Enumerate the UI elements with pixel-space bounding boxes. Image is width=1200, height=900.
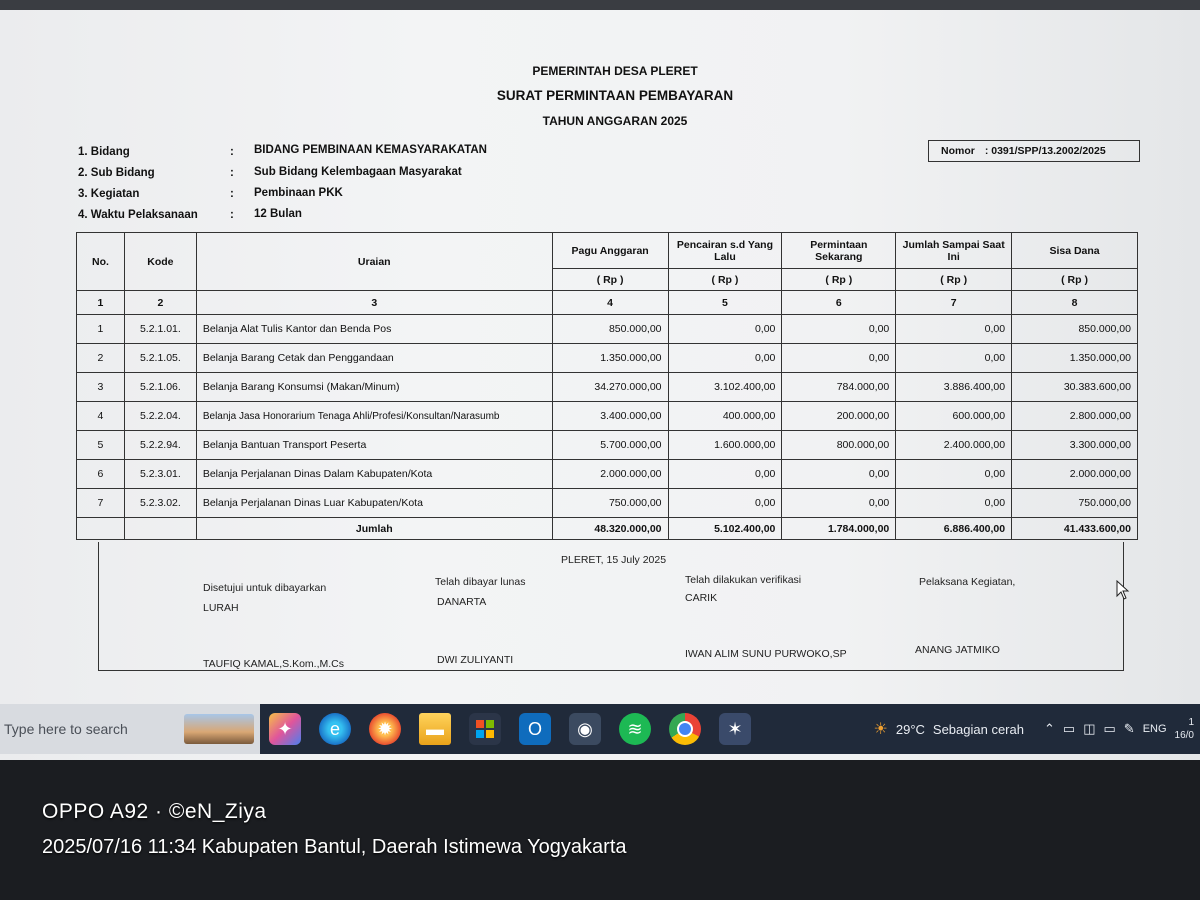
cell-pagu: 3.400.000,00 <box>552 402 668 431</box>
cell-kode: 5.2.2.04. <box>124 402 196 431</box>
sig-role-danarta: DANARTA <box>437 596 487 608</box>
cell-pagu: 1.350.000,00 <box>552 344 668 373</box>
col-number: 2 <box>124 291 196 315</box>
doc-title-main: SURAT PERMINTAAN PEMBAYARAN <box>496 88 734 103</box>
screen-bezel <box>0 0 1200 10</box>
sig-role-carik: CARIK <box>685 592 718 604</box>
doc-title-year: TAHUN ANGGARAN 2025 <box>542 114 688 128</box>
col-header-uraian: Uraian <box>196 233 552 291</box>
network-icon[interactable]: ▭ <box>1062 721 1076 736</box>
cell-no: 2 <box>77 344 125 373</box>
table-row <box>77 402 1138 431</box>
meta-value-bidang: BIDANG PEMBINAAN KEMASYARAKATAN <box>254 144 487 156</box>
pen-icon[interactable]: ✎ <box>1123 721 1135 736</box>
cell-sisa: 2.800.000,00 <box>1012 402 1138 431</box>
cell-uraian: Belanja Jasa Honorarium Tenaga Ahli/Profesi/Konsultan/Narasumb <box>196 402 552 431</box>
col-header-no: No. <box>77 233 125 291</box>
cell-kode: 5.2.1.06. <box>124 373 196 402</box>
total-sekarang: 1.784.000,00 <box>782 518 896 540</box>
col-number: 6 <box>782 291 896 315</box>
watermark-device: OPPO A92 · ©eN_Ziya <box>42 800 267 823</box>
total-sisa: 41.433.600,00 <box>1012 518 1138 540</box>
cell-sisa: 750.000,00 <box>1012 489 1138 518</box>
col-number: 5 <box>668 291 782 315</box>
firefox-icon[interactable]: ✹ <box>369 713 401 745</box>
cell-sisa: 850.000,00 <box>1012 315 1138 344</box>
sig-role-lurah: LURAH <box>203 602 239 614</box>
file-explorer-icon[interactable]: ▬ <box>419 713 451 745</box>
col-number: 3 <box>196 291 552 315</box>
copilot-icon[interactable]: ✦ <box>269 713 301 745</box>
cell-pagu: 34.270.000,00 <box>552 373 668 402</box>
total-label: Jumlah <box>196 518 552 540</box>
nomor-label: Nomor <box>941 145 975 157</box>
search-placeholder: Type here to search <box>4 721 128 737</box>
col-header-jumlah: Jumlah Sampai Saat Ini <box>896 233 1012 269</box>
cell-uraian: Belanja Bantuan Transport Peserta <box>196 431 552 460</box>
clock-date: 16/0 <box>1174 730 1194 741</box>
cell-sekarang: 0,00 <box>782 489 896 518</box>
col-header-permintaan: Permintaan Sekarang <box>782 233 896 269</box>
sig-name-carik: IWAN ALIM SUNU PURWOKO,SP <box>685 648 847 660</box>
sig-name-pelaksana: ANANG JATMIKO <box>915 644 1000 656</box>
col-number: 7 <box>896 291 1012 315</box>
weather-temp[interactable]: 29°C <box>895 721 925 737</box>
cell-uraian: Belanja Barang Cetak dan Penggandaan <box>196 344 552 373</box>
cell-sekarang: 0,00 <box>782 460 896 489</box>
nomor-box <box>928 140 1140 162</box>
cell-jumlah: 2.400.000,00 <box>896 431 1012 460</box>
mouse-cursor-icon <box>1116 580 1130 600</box>
total-jumlah: 6.886.400,00 <box>896 518 1012 540</box>
outlook-icon[interactable]: O <box>519 713 551 745</box>
cell-sekarang: 0,00 <box>782 344 896 373</box>
photo-watermark <box>42 800 627 859</box>
cell-pagu: 2.000.000,00 <box>552 460 668 489</box>
signature-section <box>98 542 1124 671</box>
cell-jumlah: 3.886.400,00 <box>896 373 1012 402</box>
cell-kode: 5.2.3.01. <box>124 460 196 489</box>
cell-sekarang: 200.000,00 <box>782 402 896 431</box>
cell-sekarang: 0,00 <box>782 315 896 344</box>
search-highlight-image <box>184 714 254 744</box>
cell-lalu: 0,00 <box>668 315 782 344</box>
cell-lalu: 400.000,00 <box>668 402 782 431</box>
cell-sekarang: 784.000,00 <box>782 373 896 402</box>
meta-label-sub-bidang: 2. Sub Bidang <box>78 167 155 179</box>
meta-colon: : <box>230 167 234 179</box>
cell-kode: 5.2.3.02. <box>124 489 196 518</box>
unit-label: ( Rp ) <box>668 269 782 291</box>
cell-sisa: 30.383.600,00 <box>1012 373 1138 402</box>
cell-pagu: 5.700.000,00 <box>552 431 668 460</box>
total-pagu: 48.320.000,00 <box>552 518 668 540</box>
cell-no: 7 <box>77 489 125 518</box>
taskbar <box>0 704 1200 754</box>
cell-kode: 5.2.2.94. <box>124 431 196 460</box>
nomor-value: : 0391/SPP/13.2002/2025 <box>984 145 1106 157</box>
cell-jumlah: 0,00 <box>896 344 1012 373</box>
unit-label: ( Rp ) <box>782 269 896 291</box>
table-row <box>77 344 1138 373</box>
sig-caption-carik: Telah dilakukan verifikasi <box>685 574 802 586</box>
total-lalu: 5.102.400,00 <box>668 518 782 540</box>
cell-jumlah: 600.000,00 <box>896 402 1012 431</box>
sig-name-danarta: DWI ZULIYANTI <box>437 654 514 666</box>
cell-pagu: 750.000,00 <box>552 489 668 518</box>
cell-no: 6 <box>77 460 125 489</box>
store-icon[interactable] <box>469 713 501 745</box>
cell-empty <box>77 518 125 540</box>
cell-no: 5 <box>77 431 125 460</box>
col-number: 1 <box>77 291 125 315</box>
cell-uraian: Belanja Barang Konsumsi (Makan/Minum) <box>196 373 552 402</box>
cell-lalu: 0,00 <box>668 344 782 373</box>
doc-title-government: PEMERINTAH DESA PLERET <box>532 64 698 78</box>
place-date: PLERET, 15 July 2025 <box>561 554 667 566</box>
cell-sisa: 2.000.000,00 <box>1012 460 1138 489</box>
clock[interactable] <box>1175 716 1194 742</box>
sig-caption-danarta: Telah dibayar lunas <box>435 576 526 588</box>
meta-colon: : <box>230 188 234 200</box>
cell-empty <box>124 518 196 540</box>
meta-label-bidang: 1. Bidang <box>78 146 130 158</box>
system-tray <box>874 716 1200 742</box>
cell-lalu: 0,00 <box>668 460 782 489</box>
sig-caption-lurah: Disetujui untuk dibayarkan <box>203 582 327 594</box>
language-indicator[interactable]: ENG <box>1142 723 1167 735</box>
speaker-icon[interactable]: ◫ <box>1083 721 1096 736</box>
cell-jumlah: 0,00 <box>896 460 1012 489</box>
cell-kode: 5.2.1.05. <box>124 344 196 373</box>
cell-uraian: Belanja Perjalanan Dinas Dalam Kabupaten/Kota <box>196 460 552 489</box>
weather-icon[interactable]: ☀ <box>873 721 888 738</box>
cell-uraian: Belanja Perjalanan Dinas Luar Kabupaten/Kota <box>196 489 552 518</box>
cell-lalu: 3.102.400,00 <box>668 373 782 402</box>
weather-text[interactable]: Sebagian cerah <box>932 721 1024 737</box>
cell-kode: 5.2.1.01. <box>124 315 196 344</box>
edge-icon[interactable]: e <box>319 713 351 745</box>
cell-sisa: 1.350.000,00 <box>1012 344 1138 373</box>
battery-icon[interactable]: ▭ <box>1103 721 1116 736</box>
sig-name-lurah: TAUFIQ KAMAL,S.Kom.,M.Cs <box>203 658 344 670</box>
chrome-icon[interactable] <box>669 713 701 745</box>
spotify-icon[interactable]: ≋ <box>619 713 651 745</box>
spp-document <box>0 10 1200 702</box>
clock-time: 1 <box>1188 717 1194 728</box>
cell-lalu: 0,00 <box>668 489 782 518</box>
cell-sisa: 3.300.000,00 <box>1012 431 1138 460</box>
watermark-datetime-location: 2025/07/16 11:34 Kabupaten Bantul, Daerah Istimewa Yogyakarta <box>42 836 627 858</box>
cell-no: 1 <box>77 315 125 344</box>
spp-table <box>76 232 1138 540</box>
meta-value-kegiatan: Pembinaan PKK <box>254 187 343 199</box>
cell-no: 4 <box>77 402 125 431</box>
chevron-up-icon[interactable]: ⌃ <box>1043 721 1055 736</box>
meta-colon: : <box>230 146 234 158</box>
meta-value-waktu: 12 Bulan <box>254 208 302 220</box>
col-header-pencairan: Pencairan s.d Yang Lalu <box>668 233 782 269</box>
cell-lalu: 1.600.000,00 <box>668 431 782 460</box>
table-row <box>77 489 1138 518</box>
meta-colon: : <box>230 209 234 221</box>
table-row <box>77 460 1138 489</box>
col-header-sisa: Sisa Dana <box>1012 233 1138 269</box>
col-number: 4 <box>552 291 668 315</box>
meta-label-waktu: 4. Waktu Pelaksanaan <box>78 209 198 221</box>
app-icon[interactable]: ✶ <box>719 713 751 745</box>
taskbar-search[interactable] <box>0 704 260 754</box>
cell-pagu: 850.000,00 <box>552 315 668 344</box>
cell-jumlah: 0,00 <box>896 489 1012 518</box>
unit-label: ( Rp ) <box>1012 269 1138 291</box>
table-row <box>77 431 1138 460</box>
cell-sekarang: 800.000,00 <box>782 431 896 460</box>
table-total-row <box>77 518 1138 540</box>
table-row <box>77 373 1138 402</box>
cell-uraian: Belanja Alat Tulis Kantor dan Benda Pos <box>196 315 552 344</box>
col-header-kode: Kode <box>124 233 196 291</box>
meta-value-sub-bidang: Sub Bidang Kelembagaan Masyarakat <box>254 166 462 178</box>
sig-caption-pelaksana: Pelaksana Kegiatan, <box>919 576 1016 588</box>
cell-no: 3 <box>77 373 125 402</box>
unit-label: ( Rp ) <box>896 269 1012 291</box>
camera-icon[interactable]: ◉ <box>569 713 601 745</box>
table-row <box>77 315 1138 344</box>
unit-label: ( Rp ) <box>552 269 668 291</box>
col-number: 8 <box>1012 291 1138 315</box>
cell-jumlah: 0,00 <box>896 315 1012 344</box>
meta-label-kegiatan: 3. Kegiatan <box>78 188 140 200</box>
col-header-pagu: Pagu Anggaran <box>552 233 668 269</box>
